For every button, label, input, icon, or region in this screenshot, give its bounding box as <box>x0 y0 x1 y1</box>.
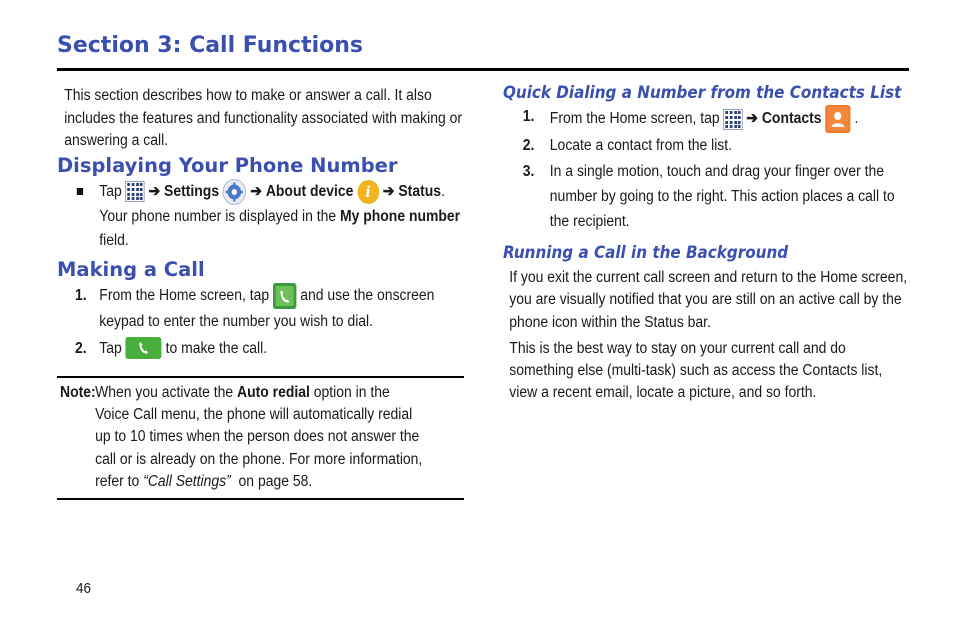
arrow: ➔ <box>250 182 262 200</box>
step-number: 3. <box>522 163 535 180</box>
quick-step-1-text: From the Home screen, tap <box>549 110 720 128</box>
contacts-icon <box>825 105 850 133</box>
background-para-1 <box>503 267 913 334</box>
right-column <box>503 82 913 405</box>
step-number: 1. <box>75 286 87 304</box>
making-call-step-1 <box>57 283 464 334</box>
step-2-text-b: to make the call. <box>165 339 268 357</box>
making-call-step-2 <box>57 335 464 362</box>
quick-dial-step-1 <box>503 105 913 133</box>
bullet-square <box>77 188 83 195</box>
arrow: ➔ <box>746 110 758 128</box>
call-button-icon <box>126 337 162 359</box>
settings-label: Settings <box>164 182 220 200</box>
apps-grid-icon <box>723 109 742 130</box>
arrow: ➔ <box>148 182 161 200</box>
note-text-1: When you activate the <box>95 384 234 401</box>
step-1-text-a: From the Home screen, tap <box>99 286 270 304</box>
quick-dial-heading: Quick Dialing a Number from the Contacts List <box>503 83 902 102</box>
step-1-text-b: and use the onscreen keypad to enter the number you wish to dial. <box>99 286 435 330</box>
my-phone-number-label: My phone number <box>339 207 461 225</box>
step-number: 1. <box>522 108 535 125</box>
about-device-label: About device <box>265 182 354 200</box>
background-para-2 <box>503 338 913 405</box>
step-number: 2. <box>75 339 87 357</box>
title-divider <box>57 68 909 71</box>
background-para-1-text: If you exit the current call screen and return to the Home screen, you are visually notified that you are still on an active call by the phone icon within the Status bar. <box>509 269 908 331</box>
display-text-1: . Your phone number is displayed in the <box>99 182 445 225</box>
note-label: Note: <box>60 384 96 401</box>
status-label: Status <box>398 182 442 200</box>
note-text-3: on page 58. <box>238 472 313 490</box>
phone-app-icon <box>273 283 296 309</box>
note-top-rule <box>57 376 464 378</box>
intro-text: This section describes how to make or answer a call. It also includes the features and functionality associated with making or answering a call. <box>64 87 462 149</box>
auto-redial-label: Auto redial <box>237 384 310 401</box>
display-number-bullet <box>57 179 464 254</box>
period: . <box>854 110 859 128</box>
step-2-text-a: Tap <box>99 339 122 357</box>
quick-dial-step-2 <box>503 134 913 158</box>
arrow: ➔ <box>382 182 395 200</box>
page-number: 46 <box>76 580 92 597</box>
settings-gear-icon <box>223 179 246 205</box>
quick-step-3-text: In a single motion, touch and drag your finger over the number by going to the right. This action places a call to the recipient. <box>549 163 895 230</box>
contacts-label: Contacts <box>761 110 822 128</box>
note-bottom-rule <box>57 498 464 500</box>
display-text-2: field. <box>99 232 129 249</box>
background-para-2-text: This is the best way to stay on your current call and do something else (multi-task) such as access the Contacts list, view a recent email, locate a picture, and so forth. <box>509 339 883 402</box>
tap-text: Tap <box>99 182 122 200</box>
background-call-heading: Running a Call in the Background <box>503 243 789 262</box>
making-call-heading: Making a Call <box>57 257 205 281</box>
step-number: 2. <box>522 137 535 154</box>
left-column <box>57 82 464 362</box>
quick-step-2-text: Locate a contact from the list. <box>549 137 733 154</box>
note-text-2: option in the Voice Call menu, the phone will automatically redial up to 10 times when the person does not answer the call or is already on the phone. For more information, refer to <box>95 384 423 490</box>
info-icon: i <box>357 180 379 204</box>
intro-paragraph <box>57 85 464 153</box>
quick-dial-step-3 <box>503 159 913 234</box>
call-settings-reference: “Call Settings” <box>143 472 231 490</box>
note-box <box>60 382 424 493</box>
page-title: Section 3: Call Functions <box>57 33 364 58</box>
displaying-number-heading: Displaying Your Phone Number <box>57 153 398 177</box>
apps-grid-icon <box>126 181 145 202</box>
